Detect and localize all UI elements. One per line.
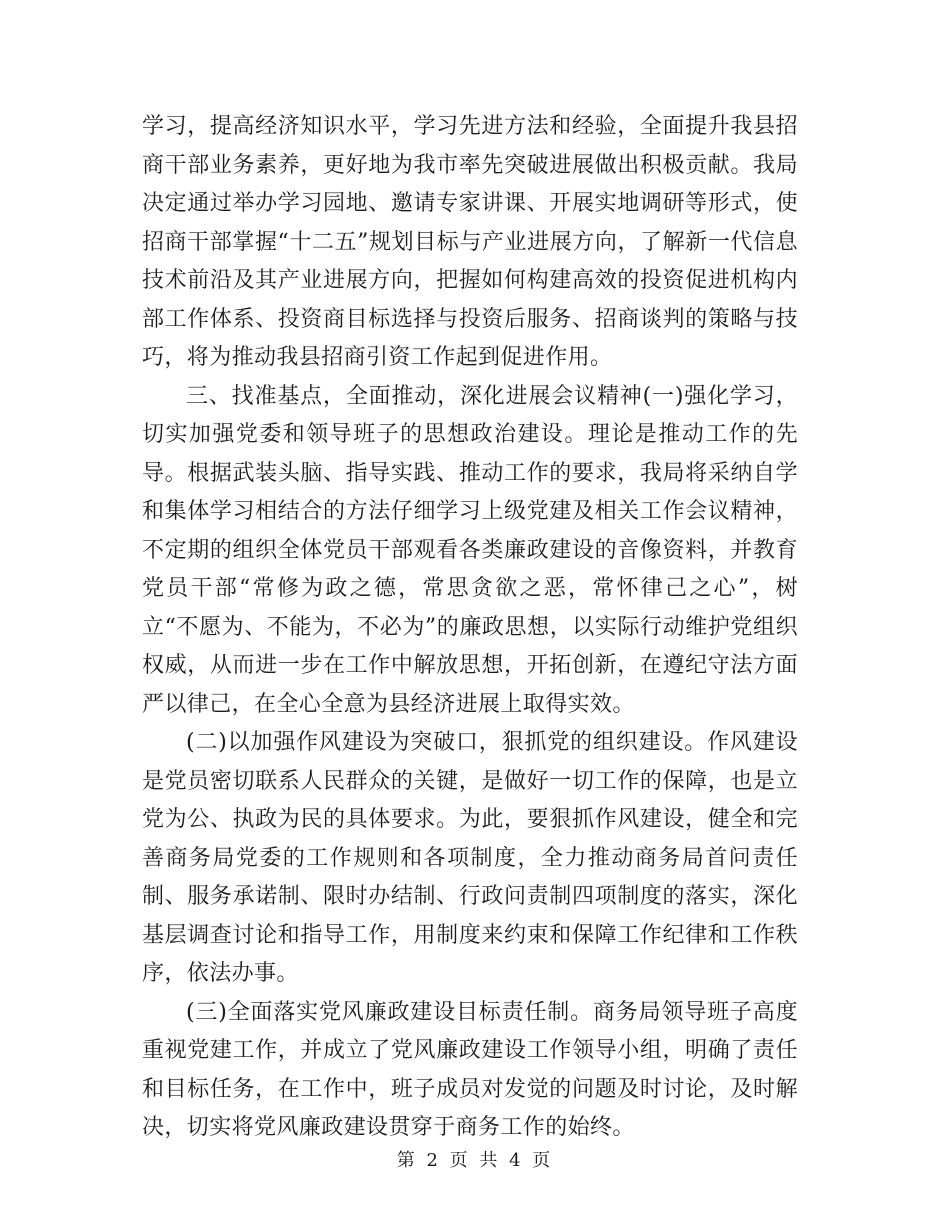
paragraph-section-three: 三、找准基点，全面推动，深化进展会议精神(一)强化学习，切实加强党委和领导班子的思想政治建设。理论是推动工作的先导。根据武装头脑、指导实践、推动工作的要求，我局将采纳自学和集体学习相结合的方法仔细学习上级党建及相关工作会议精神，不定期的组织全体党员干部观看各类廉政建设的音像资料，并教育党员干部“常修为政之德，常思贪欲之恶，常怀律己之心”，树立“不愿为、不能为，不必为”的廉政思想，以实际行动维护党组织权威，从而进一步在工作中解放思想，开拓创新，在遵纪守法方面严以律己，在全心全意为县经济进展上取得实效。 bbox=[142, 383, 798, 717]
paragraph-continuation: 学习，提高经济知识水平，学习先进方法和经验，全面提升我县招商干部业务素养，更好地为我市率先突破进展做出积极贡献。我局决定通过举办学习园地、邀请专家讲课、开展实地调研等形式，使招商干部掌握“十二五”规划目标与产业进展方向，了解新一代信息技术前沿及其产业进展方向，把握如何构建高效的投资促进机构内部工作体系、投资商目标选择与投资后服务、招商谈判的策略与技巧，将为推动我县招商引资工作起到促进作用。 bbox=[142, 114, 798, 370]
paragraph-style-building: (二)以加强作风建设为突破口，狠抓党的组织建设。作风建设是党员密切联系人民群众的关键，是做好一切工作的保障，也是立党为公、执政为民的具体要求。为此，要狠抓作风建设，健全和完善商务局党委的工作规则和各项制度，全力推动商务局首问责任制、服务承诺制、限时办结制、行政问责制四项制度的落实，深化基层调查讨论和指导工作，用制度来约束和保障工作纪律和工作秩序，依法办事。 bbox=[142, 730, 798, 986]
page-number-footer: 第 2 页 共 4 页 bbox=[396, 1150, 554, 1171]
paragraph-responsibility-system: (三)全面落实党风廉政建设目标责任制。商务局领导班子高度重视党建工作，并成立了党风廉政建设工作领导小组，明确了责任和目标任务，在工作中，班子成员对发觉的问题及时讨论，及时解决，切实将党风廉政建设贯穿于商务工作的始终。 bbox=[142, 999, 798, 1140]
document-body bbox=[142, 108, 798, 1148]
